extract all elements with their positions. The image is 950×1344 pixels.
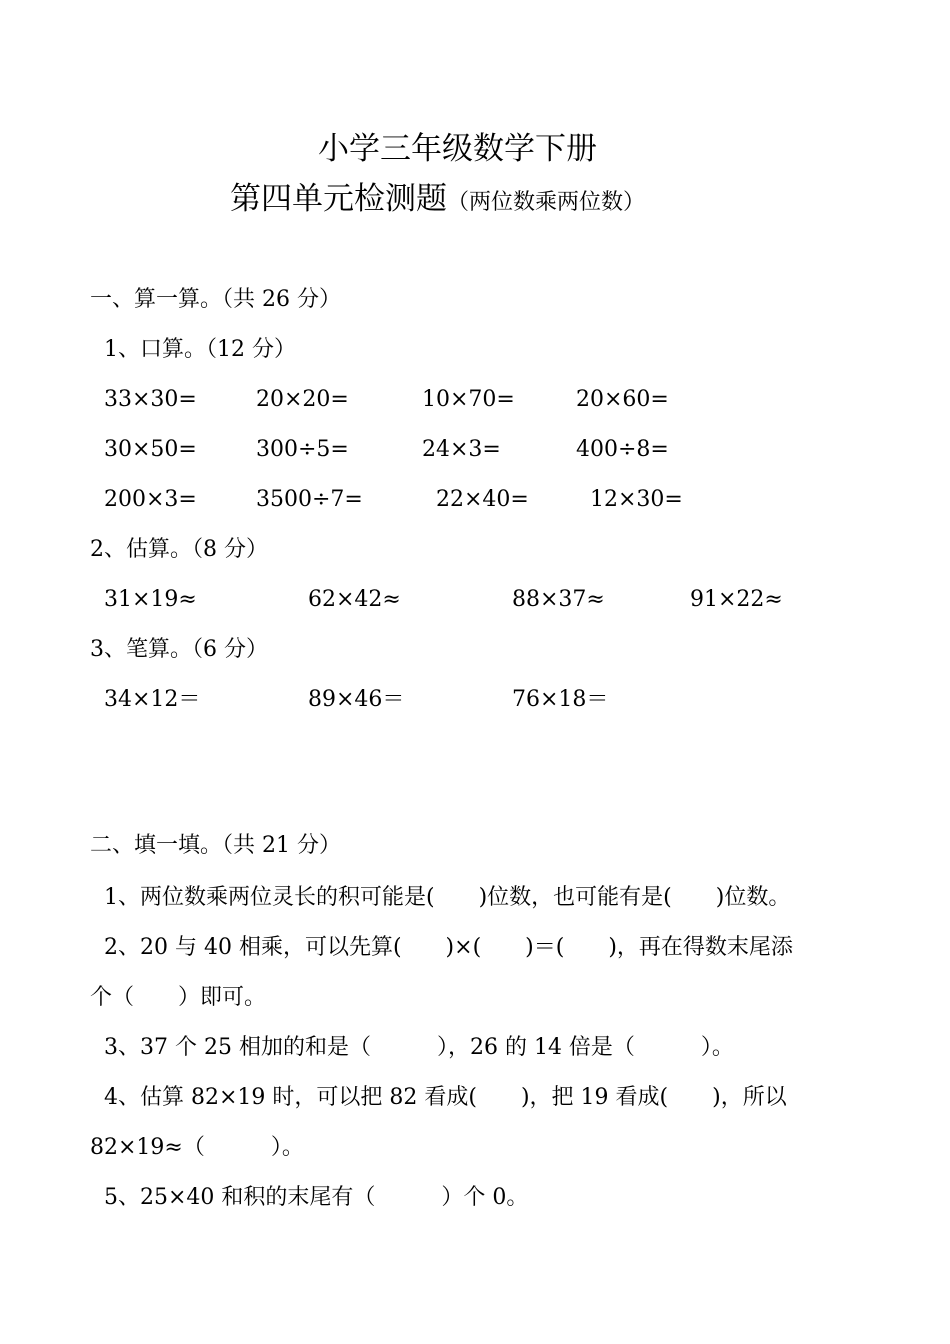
- written-calc-item: 34×12＝: [104, 687, 201, 712]
- oral-item: 10×70=: [422, 387, 515, 412]
- oral-item: 24×3=: [422, 437, 501, 462]
- oral-item: 22×40=: [436, 487, 529, 512]
- fill-question-2: 2、20 与 40 相乘，可以先算( )×( )＝( )，再在得数末尾添: [104, 935, 793, 960]
- oral-item: 400÷8=: [576, 437, 669, 462]
- estimate-item: 91×22≈: [690, 587, 783, 612]
- oral-item: 200×3=: [104, 487, 197, 512]
- part1-heading: 1、口算。（12 分）: [104, 337, 296, 362]
- fill-question-4-cont: 82×19≈（ ）。: [90, 1135, 304, 1160]
- estimate-item: 31×19≈: [104, 587, 197, 612]
- section1-heading: 一、算一算。（共 26 分）: [90, 287, 341, 312]
- page-title-line2: [230, 180, 645, 222]
- estimate-item: 88×37≈: [512, 587, 605, 612]
- oral-item: 33×30=: [104, 387, 197, 412]
- part2-heading: 2、估算。（8 分）: [90, 537, 268, 562]
- estimate-item: 62×42≈: [308, 587, 401, 612]
- fill-question-1: 1、两位数乘两位灵长的积可能是( )位数，也可能有是( )位数。: [104, 885, 791, 910]
- written-calc-item: 76×18＝: [512, 687, 609, 712]
- oral-item: 30×50=: [104, 437, 197, 462]
- oral-item: 300÷5=: [256, 437, 349, 462]
- oral-item: 20×20=: [256, 387, 349, 412]
- fill-question-4: 4、估算 82×19 时，可以把 82 看成( )，把 19 看成( )，所以: [104, 1085, 787, 1110]
- oral-item: 3500÷7=: [256, 487, 363, 512]
- fill-question-2-cont: 个（ ）即可。: [90, 985, 267, 1010]
- oral-item: 20×60=: [576, 387, 669, 412]
- oral-item: 12×30=: [590, 487, 683, 512]
- section2-heading: 二、填一填。（共 21 分）: [90, 833, 341, 858]
- title-main: 第四单元检测题: [230, 181, 447, 217]
- page-title-line1: 小学三年级数学下册: [318, 131, 597, 167]
- written-calc-item: 89×46＝: [308, 687, 405, 712]
- title-subtitle: （两位数乘两位数）: [447, 190, 646, 215]
- fill-question-3: 3、37 个 25 相加的和是（ ），26 的 14 倍是（ ）。: [104, 1035, 734, 1060]
- part3-heading: 3、笔算。（6 分）: [90, 637, 268, 662]
- fill-question-5: 5、25×40 和积的末尾有（ ）个 0。: [104, 1185, 529, 1210]
